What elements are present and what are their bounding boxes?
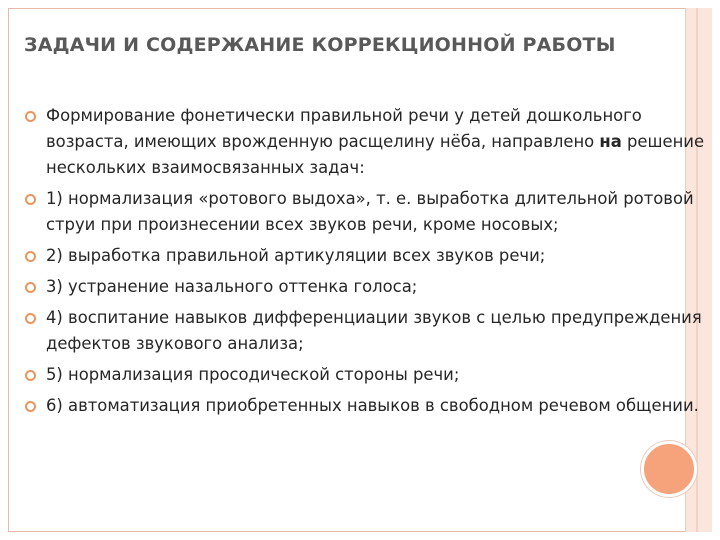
- bullet-list: [22, 103, 712, 424]
- list-item-1: [22, 186, 712, 238]
- list-item-intro: [22, 103, 712, 181]
- intro-text-bold: на: [599, 132, 622, 151]
- intro-text-before: Формирование фонетически правильной речи у детей дошкольного возраста, имеющих врожденную расщелину нёба, направлено: [46, 106, 642, 151]
- intro-text-after: решение нескольких взаимосвязанных задач:: [46, 132, 705, 177]
- list-item-2: [22, 243, 712, 269]
- bullet-icon: [25, 313, 36, 324]
- list-item-text: 1) нормализация «ротового выдоха», т. е. выработка длительной ротовой струи при произнесении всех звуков речи, кроме носовых;: [46, 189, 694, 234]
- bullet-icon: [25, 401, 36, 412]
- list-item-4: [22, 305, 712, 357]
- list-item-3: [22, 274, 712, 300]
- list-item-text: 3) устранение назального оттенка голоса;: [46, 277, 418, 296]
- list-item-text: 2) выработка правильной артикуляции всех звуков речи;: [46, 246, 546, 265]
- bullet-icon: [25, 251, 36, 262]
- list-item-text: 6) автоматизация приобретенных навыков в свободном речевом общении.: [46, 396, 699, 415]
- slide-title: ЗАДАЧИ И СОДЕРЖАНИЕ КОРРЕКЦИОННОЙ РАБОТЫ: [24, 34, 616, 56]
- list-item-text: 4) воспитание навыков дифференциации звуков с целью предупреждения дефектов звукового анализа;: [46, 308, 702, 353]
- list-item-6: [22, 393, 712, 419]
- orange-circle-icon: [641, 441, 697, 497]
- bullet-icon: [25, 194, 36, 205]
- list-item-5: [22, 362, 712, 388]
- bullet-icon: [25, 370, 36, 381]
- bullet-icon: [25, 282, 36, 293]
- list-item-text: 5) нормализация просодической стороны речи;: [46, 365, 460, 384]
- bullet-icon: [25, 111, 36, 122]
